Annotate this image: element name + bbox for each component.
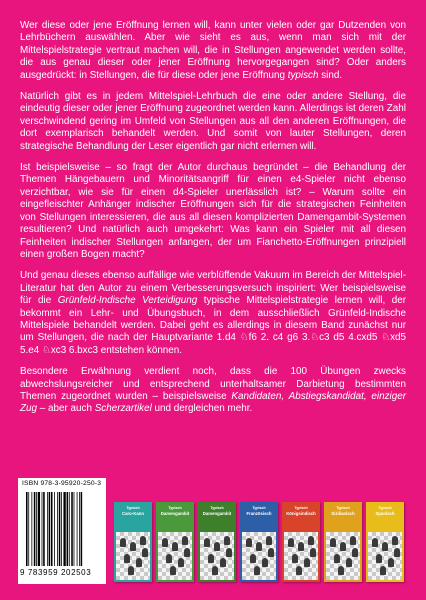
book-series-label: Typisch	[168, 506, 182, 510]
chessboard-illustration	[368, 532, 402, 580]
chess-piece-icon	[254, 566, 260, 575]
barcode-bar	[26, 492, 28, 566]
text-run: und dergleichen mehr.	[151, 403, 253, 415]
cover-footer	[18, 478, 408, 586]
isbn-barcode	[18, 478, 106, 584]
series-book-cover	[324, 502, 362, 582]
chess-piece-icon	[352, 548, 358, 557]
text-run: – aber auch	[37, 403, 95, 415]
series-book-cover	[366, 502, 404, 582]
chess-piece-icon	[394, 548, 400, 557]
chess-piece-icon	[220, 558, 226, 567]
chess-piece-icon	[166, 554, 172, 563]
chess-piece-icon	[224, 536, 230, 545]
chessboard-illustration	[284, 532, 318, 580]
chess-piece-icon	[208, 554, 214, 563]
series-book-cover	[240, 502, 278, 582]
chess-piece-icon	[334, 554, 340, 563]
chess-piece-icon	[338, 566, 344, 575]
chess-piece-icon	[214, 542, 220, 551]
paragraph-1	[20, 20, 406, 82]
book-title: Caro-Kann	[122, 511, 144, 516]
barcode-bar	[54, 492, 55, 566]
chess-piece-icon	[330, 538, 336, 547]
chess-piece-icon	[128, 566, 134, 575]
barcode-bar	[69, 492, 70, 566]
chess-piece-icon	[184, 548, 190, 557]
isbn-label: ISBN 978-3-95920-250-3	[22, 480, 102, 487]
chess-piece-icon	[266, 536, 272, 545]
chess-piece-icon	[124, 554, 130, 563]
barcode-bar	[28, 492, 29, 566]
emphasis-text: typisch	[287, 69, 319, 81]
chess-piece-icon	[288, 538, 294, 547]
chess-piece-icon	[182, 536, 188, 545]
emphasis-text: Scherzartikel	[94, 403, 152, 415]
barcode-bar	[74, 492, 75, 566]
series-book-cover	[282, 502, 320, 582]
barcode-bar	[42, 492, 43, 566]
barcode-bar	[59, 492, 61, 566]
book-series-label: Typisch	[126, 506, 140, 510]
book-title: Damengambit	[202, 511, 232, 516]
chessboard-illustration	[158, 532, 192, 580]
chess-piece-icon	[246, 538, 252, 547]
ean-digits: 9 783959 202503	[20, 568, 92, 577]
barcode-bar	[51, 492, 53, 566]
back-cover-text	[20, 20, 406, 416]
text-run: Und genau dieses ebenso auffällige wie verblüffende Vakuum im Bereich der Mittelspiel-Literatur hat den Autor zu einem Verbesserungsversuch inspiriert: Wer beispielsweise für die	[20, 270, 406, 307]
chess-piece-icon	[268, 548, 274, 557]
barcode-bar	[71, 492, 73, 566]
text-run: sind.	[318, 69, 343, 81]
chess-piece-icon	[262, 558, 268, 567]
chess-piece-icon	[142, 548, 148, 557]
paragraph-5	[20, 366, 406, 416]
chess-piece-icon	[340, 542, 346, 551]
barcode-bar	[36, 492, 37, 566]
barcode-bar	[61, 492, 62, 566]
chess-piece-icon	[178, 558, 184, 567]
series-book-cover	[198, 502, 236, 582]
book-title: Spanisch	[375, 511, 395, 516]
book-title: Königsindisch	[286, 511, 316, 516]
chess-piece-icon	[310, 548, 316, 557]
book-series-label: Typisch	[378, 506, 392, 510]
paragraph-2	[20, 91, 406, 153]
chess-piece-icon	[212, 566, 218, 575]
text-run: Besondere Erwähnung verdient noch, dass die 100 Übungen zwecks abwechslungsreicher und entsprechend unterhaltsamer Darbietung bestimmten Themen zugeordnet wurden – beispielsweise	[20, 366, 406, 402]
chess-piece-icon	[170, 566, 176, 575]
text-run: Ist beispielsweise – so fragt der Autor durchaus begründet – die Behandlung der Themen Hängebauern und Minoritätsangriff für einen e4-Spieler nicht ebenso verzichtbar, wie sie für einen d4-Spieler unerlässlich ist? – Warum sollte ein eingefleischter Anhänger indischer Eröffnungen sich für die strategischen Feinheiten von Stellungen interessieren, die aus all diesen komplizierten Damengambit-Systemen resultieren? Und natürlich auch umgekehrt: Was kann ein Spieler mit all diesen Feinheiten indischer Stellungen anfangen, der um Fianchetto-Eröffnungen prinzipiell einen großen Bogen macht?	[20, 162, 406, 260]
emphasis-text: Kandidaten, Abstiegskandidat, einziger Zug	[20, 390, 406, 415]
chess-piece-icon	[130, 542, 136, 551]
chess-piece-icon	[136, 558, 142, 567]
chess-piece-icon	[256, 542, 262, 551]
chess-piece-icon	[388, 558, 394, 567]
chess-piece-icon	[382, 542, 388, 551]
barcode-bar	[57, 492, 58, 566]
chess-piece-icon	[380, 566, 386, 575]
chess-piece-icon	[304, 558, 310, 567]
chess-piece-icon	[350, 536, 356, 545]
emphasis-text: Grünfeld-Indische Verteidigung	[57, 295, 198, 307]
book-series-label: Typisch	[294, 506, 308, 510]
series-book-covers	[114, 502, 408, 584]
chess-piece-icon	[162, 538, 168, 547]
chess-piece-icon	[250, 554, 256, 563]
chess-piece-icon	[372, 538, 378, 547]
barcode-bar	[38, 492, 40, 566]
chessboard-illustration	[242, 532, 276, 580]
chess-piece-icon	[296, 566, 302, 575]
barcode-bar	[34, 492, 36, 566]
book-series-label: Typisch	[252, 506, 266, 510]
text-run: Natürlich gibt es in jedem Mittelspiel-Lehrbuch die eine oder andere Stellung, die eindeutig dieser oder jener Eröffnung zugeordnet werden kann. Allerdings ist deren Zahl verschwindend gering im Umfeld von Stellungen aus all den anderen Eröffnungen, die dort exemplarisch behandelt werden. Und somit von lauter Stellungen, deren strategische Behandlung der Leser eigentlich gar nicht erlernen will.	[20, 91, 406, 152]
barcode-bar	[77, 492, 78, 566]
book-title: Damengambit	[160, 511, 190, 516]
barcode-bar	[81, 492, 83, 566]
barcode-bar	[47, 492, 48, 566]
chess-piece-icon	[120, 538, 126, 547]
paragraph-3	[20, 162, 406, 261]
chess-piece-icon	[376, 554, 382, 563]
barcode-bar	[79, 492, 80, 566]
chess-piece-icon	[346, 558, 352, 567]
chess-piece-icon	[308, 536, 314, 545]
chess-piece-icon	[298, 542, 304, 551]
chess-piece-icon	[140, 536, 146, 545]
text-run: typische Mittelspielstrategie lernen will, der bekommt ein Lehr- und Übungsbuch, in dem ausschließlich Grünfeld-Indische Mittelspiele behandelt werden. Dabei geht es allerdings in diesem Band zunächst nur um Stellungen, die nach der Hauptvariante 1.d4 ♘f6 2. c4 g6 3.♘c3 d5 4.cxd5 ♘xd5 5.e4 ♘xc3 6.bxc3 entstehen können.	[20, 295, 406, 356]
series-book-cover	[114, 502, 152, 582]
barcode-bar	[49, 492, 51, 566]
chess-piece-icon	[172, 542, 178, 551]
barcode-bar	[43, 492, 45, 566]
chessboard-illustration	[116, 532, 150, 580]
chess-piece-icon	[226, 548, 232, 557]
chessboard-illustration	[326, 532, 360, 580]
book-title: Französisch	[246, 511, 272, 516]
chess-piece-icon	[392, 536, 398, 545]
text-run: Wer diese oder jene Eröffnung lernen will, kann unter vielen oder gar Dutzenden von Lehrbüchern auswählen. Aber wie sieht es aus, wenn man sich mit der Mittelspielstrategie vertraut machen will, die in Stellungen angewendet werden sollte, die aus genau dieser oder jener Eröffnung hervorgegangen sind? Oder anders ausgedrückt: in Stellungen, die für diese oder jene Eröffnung	[20, 20, 406, 81]
paragraph-4	[20, 270, 406, 357]
book-title: Sizilianisch	[331, 511, 355, 516]
chessboard-illustration	[200, 532, 234, 580]
barcode-bar	[63, 492, 65, 566]
chess-piece-icon	[204, 538, 210, 547]
series-book-cover	[156, 502, 194, 582]
barcode-bars	[26, 492, 102, 566]
book-series-label: Typisch	[210, 506, 224, 510]
book-series-label: Typisch	[336, 506, 350, 510]
barcode-bar	[67, 492, 69, 566]
barcode-bar	[31, 492, 32, 566]
chess-piece-icon	[292, 554, 298, 563]
